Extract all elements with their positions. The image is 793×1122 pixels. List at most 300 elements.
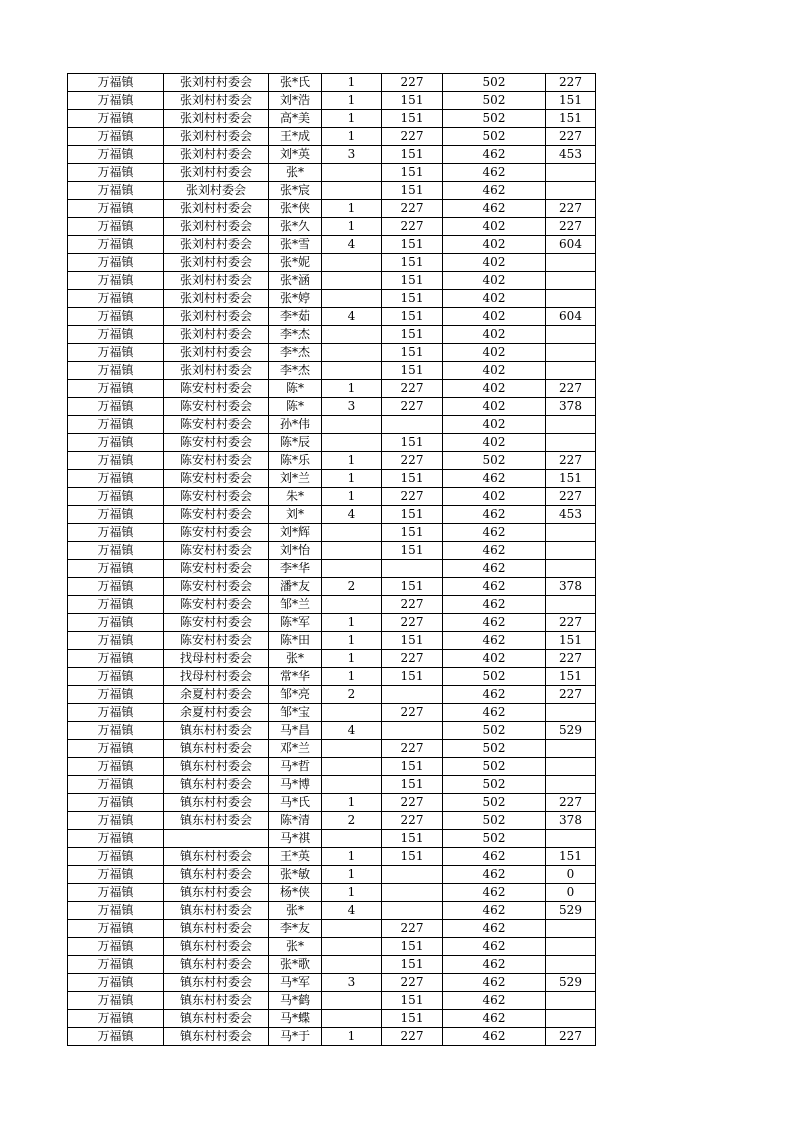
household-size-cell bbox=[322, 182, 382, 200]
amount-a-cell: 227 bbox=[382, 740, 443, 758]
amount-a-cell: 151 bbox=[382, 848, 443, 866]
table-row bbox=[68, 596, 596, 614]
amount-a-cell: 227 bbox=[382, 218, 443, 236]
amount-a-cell bbox=[382, 416, 443, 434]
town-cell: 万福镇 bbox=[68, 344, 164, 362]
name-cell: 刘*辉 bbox=[269, 524, 322, 542]
name-cell: 王*英 bbox=[269, 848, 322, 866]
amount-a-cell: 151 bbox=[382, 236, 443, 254]
village-committee-cell: 镇东村村委会 bbox=[164, 758, 269, 776]
village-committee-cell: 陈安村村委会 bbox=[164, 470, 269, 488]
household-size-cell: 1 bbox=[322, 668, 382, 686]
name-cell: 李*杰 bbox=[269, 344, 322, 362]
amount-a-cell bbox=[382, 722, 443, 740]
village-committee-cell: 陈安村村委会 bbox=[164, 380, 269, 398]
name-cell: 邹*兰 bbox=[269, 596, 322, 614]
village-committee-cell: 镇东村村委会 bbox=[164, 812, 269, 830]
village-committee-cell: 镇东村村委会 bbox=[164, 956, 269, 974]
amount-a-cell bbox=[382, 560, 443, 578]
village-committee-cell: 张刘村村委会 bbox=[164, 362, 269, 380]
total-cell: 227 bbox=[546, 218, 596, 236]
village-committee-cell: 镇东村村委会 bbox=[164, 884, 269, 902]
total-cell bbox=[546, 524, 596, 542]
total-cell bbox=[546, 254, 596, 272]
town-cell: 万福镇 bbox=[68, 866, 164, 884]
town-cell: 万福镇 bbox=[68, 254, 164, 272]
amount-a-cell: 227 bbox=[382, 596, 443, 614]
town-cell: 万福镇 bbox=[68, 434, 164, 452]
name-cell: 张*涵 bbox=[269, 272, 322, 290]
amount-b-cell: 462 bbox=[443, 182, 546, 200]
amount-b-cell: 502 bbox=[443, 812, 546, 830]
total-cell: 378 bbox=[546, 812, 596, 830]
total-cell: 227 bbox=[546, 128, 596, 146]
table-row bbox=[68, 92, 596, 110]
amount-b-cell: 462 bbox=[443, 884, 546, 902]
amount-b-cell: 502 bbox=[443, 110, 546, 128]
amount-b-cell: 402 bbox=[443, 398, 546, 416]
household-size-cell: 1 bbox=[322, 650, 382, 668]
amount-a-cell: 151 bbox=[382, 92, 443, 110]
table-row bbox=[68, 398, 596, 416]
amount-a-cell: 227 bbox=[382, 974, 443, 992]
household-size-cell bbox=[322, 164, 382, 182]
total-cell bbox=[546, 956, 596, 974]
household-size-cell: 1 bbox=[322, 794, 382, 812]
total-cell bbox=[546, 290, 596, 308]
village-committee-cell: 张刘村村委会 bbox=[164, 164, 269, 182]
household-size-cell bbox=[322, 1010, 382, 1028]
town-cell: 万福镇 bbox=[68, 632, 164, 650]
amount-a-cell: 151 bbox=[382, 758, 443, 776]
total-cell bbox=[546, 362, 596, 380]
household-size-cell: 1 bbox=[322, 110, 382, 128]
total-cell bbox=[546, 272, 596, 290]
total-cell: 227 bbox=[546, 686, 596, 704]
town-cell: 万福镇 bbox=[68, 488, 164, 506]
total-cell: 151 bbox=[546, 632, 596, 650]
name-cell: 刘*兰 bbox=[269, 470, 322, 488]
name-cell: 张*歌 bbox=[269, 956, 322, 974]
household-size-cell: 4 bbox=[322, 236, 382, 254]
amount-b-cell: 502 bbox=[443, 794, 546, 812]
amount-b-cell: 402 bbox=[443, 272, 546, 290]
name-cell: 李*杰 bbox=[269, 326, 322, 344]
amount-a-cell: 227 bbox=[382, 74, 443, 92]
amount-a-cell: 151 bbox=[382, 776, 443, 794]
name-cell: 王*成 bbox=[269, 128, 322, 146]
amount-b-cell: 462 bbox=[443, 902, 546, 920]
town-cell: 万福镇 bbox=[68, 380, 164, 398]
name-cell: 陈* bbox=[269, 398, 322, 416]
total-cell bbox=[546, 416, 596, 434]
table-row bbox=[68, 182, 596, 200]
total-cell: 227 bbox=[546, 1028, 596, 1046]
household-size-cell bbox=[322, 254, 382, 272]
table-row bbox=[68, 1028, 596, 1046]
amount-a-cell bbox=[382, 866, 443, 884]
amount-b-cell: 462 bbox=[443, 938, 546, 956]
total-cell: 151 bbox=[546, 470, 596, 488]
household-size-cell: 1 bbox=[322, 128, 382, 146]
amount-b-cell: 462 bbox=[443, 146, 546, 164]
name-cell: 潘*友 bbox=[269, 578, 322, 596]
village-committee-cell: 陈安村村委会 bbox=[164, 452, 269, 470]
amount-a-cell: 151 bbox=[382, 182, 443, 200]
household-size-cell bbox=[322, 938, 382, 956]
town-cell: 万福镇 bbox=[68, 956, 164, 974]
village-committee-cell: 镇东村村委会 bbox=[164, 992, 269, 1010]
table-row bbox=[68, 938, 596, 956]
name-cell: 张*敏 bbox=[269, 866, 322, 884]
table-row bbox=[68, 812, 596, 830]
table-body bbox=[68, 74, 596, 1046]
amount-b-cell: 402 bbox=[443, 434, 546, 452]
table-row bbox=[68, 560, 596, 578]
table-row bbox=[68, 164, 596, 182]
name-cell: 马*博 bbox=[269, 776, 322, 794]
total-cell: 227 bbox=[546, 452, 596, 470]
table-row bbox=[68, 506, 596, 524]
total-cell: 227 bbox=[546, 200, 596, 218]
household-size-cell: 3 bbox=[322, 974, 382, 992]
amount-a-cell: 151 bbox=[382, 938, 443, 956]
amount-a-cell: 227 bbox=[382, 794, 443, 812]
name-cell: 张*雪 bbox=[269, 236, 322, 254]
total-cell bbox=[546, 704, 596, 722]
village-committee-cell: 陈安村村委会 bbox=[164, 614, 269, 632]
amount-a-cell: 151 bbox=[382, 290, 443, 308]
total-cell: 453 bbox=[546, 506, 596, 524]
amount-b-cell: 462 bbox=[443, 578, 546, 596]
town-cell: 万福镇 bbox=[68, 110, 164, 128]
amount-b-cell: 502 bbox=[443, 740, 546, 758]
amount-a-cell: 151 bbox=[382, 362, 443, 380]
name-cell: 邹*亮 bbox=[269, 686, 322, 704]
name-cell: 马*军 bbox=[269, 974, 322, 992]
total-cell: 227 bbox=[546, 488, 596, 506]
village-committee-cell: 张刘村村委会 bbox=[164, 290, 269, 308]
town-cell: 万福镇 bbox=[68, 326, 164, 344]
amount-a-cell: 227 bbox=[382, 614, 443, 632]
amount-a-cell: 227 bbox=[382, 920, 443, 938]
amount-b-cell: 462 bbox=[443, 614, 546, 632]
household-size-cell bbox=[322, 776, 382, 794]
name-cell: 刘*浩 bbox=[269, 92, 322, 110]
amount-a-cell: 151 bbox=[382, 1010, 443, 1028]
household-size-cell: 1 bbox=[322, 488, 382, 506]
village-committee-cell: 张刘村村委会 bbox=[164, 146, 269, 164]
table-row bbox=[68, 830, 596, 848]
total-cell bbox=[546, 560, 596, 578]
name-cell: 陈*清 bbox=[269, 812, 322, 830]
name-cell: 陈*辰 bbox=[269, 434, 322, 452]
amount-a-cell: 227 bbox=[382, 452, 443, 470]
table-row bbox=[68, 128, 596, 146]
household-size-cell bbox=[322, 524, 382, 542]
table-row bbox=[68, 344, 596, 362]
total-cell bbox=[546, 434, 596, 452]
total-cell: 227 bbox=[546, 380, 596, 398]
amount-b-cell: 402 bbox=[443, 416, 546, 434]
name-cell: 张* bbox=[269, 938, 322, 956]
table-row bbox=[68, 920, 596, 938]
amount-b-cell: 462 bbox=[443, 686, 546, 704]
table-row bbox=[68, 866, 596, 884]
amount-a-cell: 151 bbox=[382, 542, 443, 560]
amount-b-cell: 462 bbox=[443, 560, 546, 578]
village-committee-cell: 陈安村村委会 bbox=[164, 560, 269, 578]
amount-a-cell: 151 bbox=[382, 668, 443, 686]
table-row bbox=[68, 884, 596, 902]
village-committee-cell: 张刘村村委会 bbox=[164, 200, 269, 218]
total-cell bbox=[546, 776, 596, 794]
town-cell: 万福镇 bbox=[68, 560, 164, 578]
amount-a-cell: 151 bbox=[382, 632, 443, 650]
table-row bbox=[68, 434, 596, 452]
household-size-cell: 2 bbox=[322, 812, 382, 830]
town-cell: 万福镇 bbox=[68, 470, 164, 488]
town-cell: 万福镇 bbox=[68, 1010, 164, 1028]
town-cell: 万福镇 bbox=[68, 290, 164, 308]
household-size-cell: 4 bbox=[322, 722, 382, 740]
total-cell: 378 bbox=[546, 398, 596, 416]
table-row bbox=[68, 578, 596, 596]
amount-b-cell: 462 bbox=[443, 596, 546, 614]
town-cell: 万福镇 bbox=[68, 452, 164, 470]
name-cell: 陈* bbox=[269, 380, 322, 398]
table-row bbox=[68, 650, 596, 668]
amount-b-cell: 462 bbox=[443, 704, 546, 722]
table-row bbox=[68, 776, 596, 794]
town-cell: 万福镇 bbox=[68, 146, 164, 164]
table-row bbox=[68, 848, 596, 866]
name-cell: 李*茹 bbox=[269, 308, 322, 326]
amount-a-cell: 151 bbox=[382, 110, 443, 128]
name-cell: 陈*乐 bbox=[269, 452, 322, 470]
total-cell bbox=[546, 164, 596, 182]
table-row bbox=[68, 704, 596, 722]
table-row bbox=[68, 74, 596, 92]
household-size-cell: 1 bbox=[322, 74, 382, 92]
name-cell: 高*美 bbox=[269, 110, 322, 128]
town-cell: 万福镇 bbox=[68, 542, 164, 560]
town-cell: 万福镇 bbox=[68, 794, 164, 812]
table-row bbox=[68, 524, 596, 542]
name-cell: 李*杰 bbox=[269, 362, 322, 380]
name-cell: 张*久 bbox=[269, 218, 322, 236]
village-committee-cell: 张刘村村委会 bbox=[164, 128, 269, 146]
table-row bbox=[68, 200, 596, 218]
amount-b-cell: 462 bbox=[443, 164, 546, 182]
town-cell: 万福镇 bbox=[68, 992, 164, 1010]
amount-a-cell: 227 bbox=[382, 380, 443, 398]
town-cell: 万福镇 bbox=[68, 128, 164, 146]
table-row bbox=[68, 326, 596, 344]
household-size-cell bbox=[322, 290, 382, 308]
table-row bbox=[68, 290, 596, 308]
village-committee-cell: 镇东村村委会 bbox=[164, 776, 269, 794]
table-row bbox=[68, 308, 596, 326]
table-row bbox=[68, 470, 596, 488]
table-row bbox=[68, 614, 596, 632]
village-committee-cell: 陈安村村委会 bbox=[164, 632, 269, 650]
total-cell bbox=[546, 938, 596, 956]
village-committee-cell: 张刘村村委会 bbox=[164, 218, 269, 236]
household-size-cell bbox=[322, 416, 382, 434]
name-cell: 刘*怡 bbox=[269, 542, 322, 560]
village-committee-cell: 陈安村村委会 bbox=[164, 416, 269, 434]
household-size-cell: 2 bbox=[322, 686, 382, 704]
village-committee-cell: 找母村村委会 bbox=[164, 668, 269, 686]
town-cell: 万福镇 bbox=[68, 974, 164, 992]
table-row bbox=[68, 956, 596, 974]
total-cell: 227 bbox=[546, 74, 596, 92]
total-cell bbox=[546, 920, 596, 938]
total-cell: 151 bbox=[546, 848, 596, 866]
name-cell: 刘* bbox=[269, 506, 322, 524]
town-cell: 万福镇 bbox=[68, 182, 164, 200]
total-cell bbox=[546, 992, 596, 1010]
amount-b-cell: 462 bbox=[443, 992, 546, 1010]
amount-b-cell: 502 bbox=[443, 758, 546, 776]
name-cell: 张*婷 bbox=[269, 290, 322, 308]
town-cell: 万福镇 bbox=[68, 1028, 164, 1046]
name-cell: 陈*田 bbox=[269, 632, 322, 650]
village-committee-cell: 陈安村村委会 bbox=[164, 542, 269, 560]
total-cell bbox=[546, 596, 596, 614]
table-row bbox=[68, 218, 596, 236]
name-cell: 杨*侠 bbox=[269, 884, 322, 902]
total-cell: 0 bbox=[546, 866, 596, 884]
table-row bbox=[68, 668, 596, 686]
village-committee-cell: 镇东村村委会 bbox=[164, 740, 269, 758]
household-size-cell: 1 bbox=[322, 380, 382, 398]
household-size-cell bbox=[322, 920, 382, 938]
household-size-cell: 1 bbox=[322, 632, 382, 650]
village-committee-cell: 找母村村委会 bbox=[164, 650, 269, 668]
household-size-cell: 3 bbox=[322, 146, 382, 164]
name-cell: 张*妮 bbox=[269, 254, 322, 272]
table-row bbox=[68, 452, 596, 470]
amount-a-cell: 227 bbox=[382, 398, 443, 416]
amount-a-cell: 151 bbox=[382, 830, 443, 848]
amount-a-cell: 227 bbox=[382, 812, 443, 830]
name-cell: 李*华 bbox=[269, 560, 322, 578]
town-cell: 万福镇 bbox=[68, 668, 164, 686]
town-cell: 万福镇 bbox=[68, 758, 164, 776]
village-committee-cell: 镇东村村委会 bbox=[164, 938, 269, 956]
household-size-cell: 4 bbox=[322, 506, 382, 524]
household-size-cell bbox=[322, 542, 382, 560]
village-committee-cell: 镇东村村委会 bbox=[164, 1010, 269, 1028]
household-size-cell bbox=[322, 560, 382, 578]
amount-a-cell bbox=[382, 884, 443, 902]
total-cell: 151 bbox=[546, 668, 596, 686]
town-cell: 万福镇 bbox=[68, 740, 164, 758]
name-cell: 张*侠 bbox=[269, 200, 322, 218]
town-cell: 万福镇 bbox=[68, 506, 164, 524]
household-size-cell bbox=[322, 704, 382, 722]
total-cell bbox=[546, 182, 596, 200]
household-size-cell bbox=[322, 596, 382, 614]
total-cell bbox=[546, 326, 596, 344]
name-cell: 陈*军 bbox=[269, 614, 322, 632]
household-size-cell: 1 bbox=[322, 884, 382, 902]
table-row bbox=[68, 362, 596, 380]
table-row bbox=[68, 254, 596, 272]
table-row bbox=[68, 542, 596, 560]
village-committee-cell: 镇东村村委会 bbox=[164, 848, 269, 866]
town-cell: 万福镇 bbox=[68, 704, 164, 722]
table-row bbox=[68, 794, 596, 812]
amount-b-cell: 502 bbox=[443, 830, 546, 848]
total-cell: 529 bbox=[546, 902, 596, 920]
data-table bbox=[67, 73, 596, 1046]
town-cell: 万福镇 bbox=[68, 92, 164, 110]
town-cell: 万福镇 bbox=[68, 416, 164, 434]
amount-b-cell: 402 bbox=[443, 380, 546, 398]
amount-a-cell: 151 bbox=[382, 956, 443, 974]
name-cell: 张* bbox=[269, 164, 322, 182]
household-size-cell bbox=[322, 830, 382, 848]
name-cell: 马*于 bbox=[269, 1028, 322, 1046]
household-size-cell bbox=[322, 362, 382, 380]
amount-a-cell bbox=[382, 686, 443, 704]
town-cell: 万福镇 bbox=[68, 776, 164, 794]
household-size-cell bbox=[322, 740, 382, 758]
town-cell: 万福镇 bbox=[68, 938, 164, 956]
village-committee-cell bbox=[164, 830, 269, 848]
name-cell: 李*友 bbox=[269, 920, 322, 938]
total-cell: 0 bbox=[546, 884, 596, 902]
amount-b-cell: 462 bbox=[443, 506, 546, 524]
town-cell: 万福镇 bbox=[68, 812, 164, 830]
village-committee-cell: 陈安村村委会 bbox=[164, 488, 269, 506]
household-size-cell bbox=[322, 434, 382, 452]
village-committee-cell: 张刘村村委会 bbox=[164, 344, 269, 362]
table-row bbox=[68, 686, 596, 704]
amount-a-cell: 151 bbox=[382, 578, 443, 596]
household-size-cell: 1 bbox=[322, 1028, 382, 1046]
amount-b-cell: 402 bbox=[443, 218, 546, 236]
amount-b-cell: 402 bbox=[443, 344, 546, 362]
village-committee-cell: 陈安村村委会 bbox=[164, 578, 269, 596]
amount-b-cell: 402 bbox=[443, 326, 546, 344]
town-cell: 万福镇 bbox=[68, 524, 164, 542]
table-row bbox=[68, 146, 596, 164]
table-row bbox=[68, 380, 596, 398]
town-cell: 万福镇 bbox=[68, 362, 164, 380]
table-row bbox=[68, 722, 596, 740]
table-row bbox=[68, 1010, 596, 1028]
town-cell: 万福镇 bbox=[68, 74, 164, 92]
amount-a-cell bbox=[382, 902, 443, 920]
household-size-cell bbox=[322, 344, 382, 362]
village-committee-cell: 镇东村村委会 bbox=[164, 1028, 269, 1046]
village-committee-cell: 张刘村村委会 bbox=[164, 308, 269, 326]
amount-b-cell: 402 bbox=[443, 308, 546, 326]
town-cell: 万福镇 bbox=[68, 650, 164, 668]
total-cell: 604 bbox=[546, 308, 596, 326]
amount-b-cell: 462 bbox=[443, 848, 546, 866]
village-committee-cell: 陈安村村委会 bbox=[164, 398, 269, 416]
table-row bbox=[68, 974, 596, 992]
name-cell: 邓*兰 bbox=[269, 740, 322, 758]
name-cell: 马*蝶 bbox=[269, 1010, 322, 1028]
village-committee-cell: 张刘村村委会 bbox=[164, 110, 269, 128]
name-cell: 刘*英 bbox=[269, 146, 322, 164]
